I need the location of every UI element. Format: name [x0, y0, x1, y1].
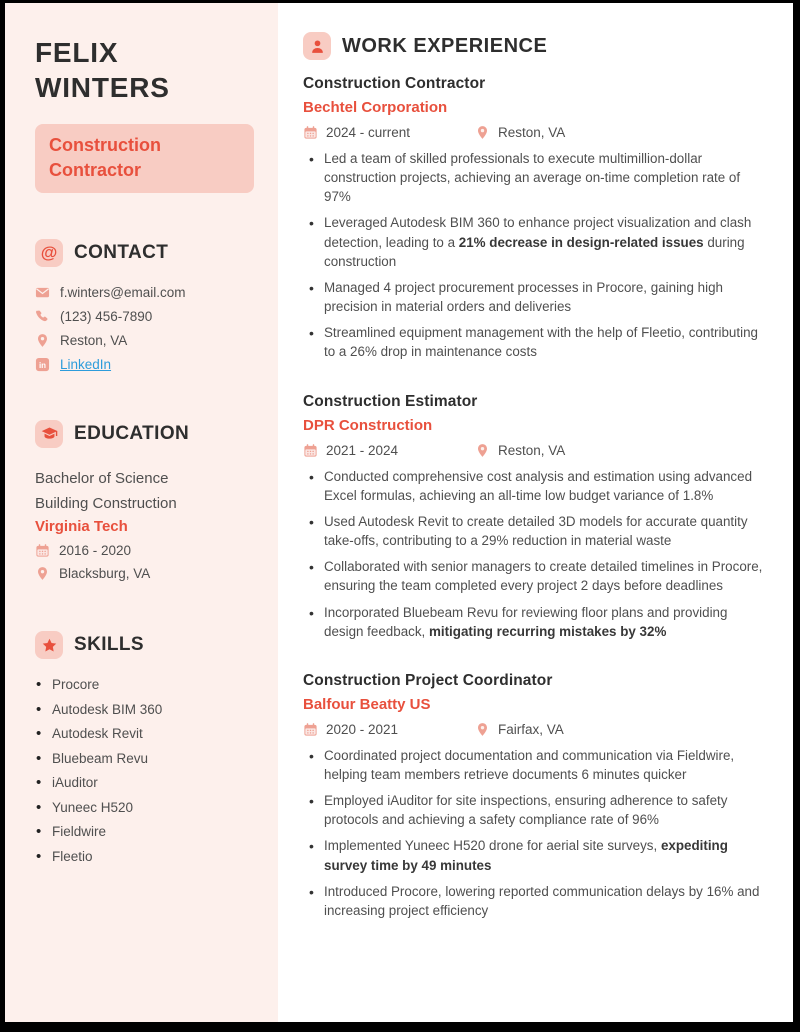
- sidebar: [5, 3, 278, 1022]
- contact-heading-label: CONTACT: [74, 241, 169, 263]
- job-bullet: • Conducted comprehensive cost analysis and estimation using advanced Excel formulas, achieving an all-time low budget variance of 1.8%: [303, 467, 765, 505]
- job-location-text: Reston, VA: [498, 125, 566, 140]
- job-bullet: • Managed 4 project procurement processes in Procore, gaining high precision in material orders and deliveries: [303, 278, 765, 316]
- jobs-container: [303, 75, 765, 920]
- job-entry: [303, 393, 765, 641]
- job-dates: [303, 722, 475, 737]
- title-badge: Construction Contractor: [35, 124, 254, 193]
- calendar-icon: [303, 722, 318, 737]
- skills-heading-label: SKILLS: [74, 634, 144, 655]
- job-title: Construction Estimator: [303, 392, 478, 410]
- location-pin-icon: [35, 566, 50, 581]
- graduation-cap-icon: [35, 420, 63, 448]
- job-company: Bechtel Corporation: [303, 99, 448, 116]
- job-title: Construction Contractor: [303, 75, 486, 92]
- job-location: [475, 443, 565, 458]
- job-bullet: • Led a team of skilled professionals to execute multimillion-dollar construction projects, achieving an average on-time completion rate of 97%: [303, 149, 765, 206]
- job-bullet: • Coordinated project documentation and communication via Fieldwire, helping team members retrieve documents 6 minutes quicker: [303, 746, 765, 784]
- candidate-name: FELIX WINTERS: [35, 37, 170, 104]
- job-dates: [303, 443, 475, 458]
- education-field: Building Construction: [35, 494, 177, 512]
- skills-section: [35, 631, 254, 864]
- education-dates: 2016 - 2020: [59, 543, 132, 558]
- skill-item: • Fieldwire: [35, 824, 254, 839]
- skills-heading: [35, 631, 254, 659]
- linkedin-icon: [35, 357, 50, 372]
- job-bullets: [303, 746, 765, 920]
- job-dates: [303, 125, 475, 140]
- contact-item: [35, 309, 254, 324]
- location-pin-icon: [475, 125, 490, 140]
- job-bullet: • Collaborated with senior managers to create detailed timelines in Procore, ensuring the team completed every project 2 days before deadlines: [303, 557, 765, 595]
- phone-icon: [35, 309, 50, 324]
- linkedin-link[interactable]: LinkedIn: [60, 356, 112, 372]
- contact-item: [35, 333, 254, 348]
- education-degree: Bachelor of Science: [35, 469, 169, 487]
- contact-item: [35, 285, 254, 300]
- contact-list: [35, 285, 254, 372]
- job-dates-text: 2020 - 2021: [326, 721, 399, 737]
- job-bullet: • Incorporated Bluebeam Revu for reviewing floor plans and providing design feedback, mitigating recurring mistakes by 32%: [303, 603, 765, 641]
- job-company: Balfour Beatty US: [303, 695, 431, 713]
- calendar-icon: [35, 543, 50, 558]
- location-pin-icon: [35, 333, 50, 348]
- job-bullet: • Employed iAuditor for site inspections, ensuring adherence to safety protocols and achieving a safety compliance rate of 96%: [303, 791, 765, 829]
- job-bullet: • Used Autodesk Revit to create detailed 3D models for accurate quantity take-offs, contributing to a 29% reduction in material waste: [303, 512, 765, 550]
- resume-page: [5, 3, 793, 1022]
- contact-text: f.winters@email.com: [60, 284, 186, 300]
- job-title: Construction Project Coordinator: [303, 671, 553, 689]
- work-experience-heading: [303, 32, 765, 60]
- skill-item: • Autodesk Revit: [35, 726, 254, 741]
- work-experience-heading-label: WORK EXPERIENCE: [342, 34, 548, 57]
- job-bullet: • Implemented Yuneec H520 drone for aerial site surveys, expediting survey time by 49 minutes: [303, 836, 765, 874]
- education-dates-row: [35, 543, 254, 558]
- job-bullet: • Streamlined equipment management with the help of Fleetio, contributing to a 26% drop in maintenance costs: [303, 323, 765, 361]
- education-location-row: [35, 566, 254, 581]
- job-bullets: [303, 467, 765, 641]
- job-bullet: • Leveraged Autodesk BIM 360 to enhance project visualization and clash detection, leading to a 21% decrease in design-related issues during construction: [303, 213, 765, 270]
- job-company: DPR Construction: [303, 416, 433, 434]
- job-location: [475, 125, 565, 140]
- job-bullets: [303, 149, 765, 362]
- education-heading-label: EDUCATION: [74, 422, 190, 444]
- job-bullet: • Introduced Procore, lowering reported communication delays by 16% and increasing project efficiency: [303, 882, 765, 920]
- skills-list: [35, 677, 254, 864]
- job-location: [475, 722, 564, 737]
- envelope-icon: [35, 285, 50, 300]
- contact-text: (123) 456-7890: [60, 308, 153, 324]
- skill-item: • iAuditor: [35, 775, 254, 790]
- job-dates-text: 2021 - 2024: [326, 442, 399, 458]
- contact-item: [35, 357, 254, 372]
- calendar-icon: [303, 443, 318, 458]
- job-meta: [303, 443, 765, 458]
- contact-heading: [35, 239, 254, 267]
- at-icon: @: [35, 239, 63, 267]
- job-meta: [303, 125, 765, 140]
- job-meta: [303, 722, 765, 737]
- location-pin-icon: [475, 443, 490, 458]
- work-experience-column: [278, 3, 793, 1022]
- skill-item: • Yuneec H520: [35, 800, 254, 815]
- calendar-icon: [303, 125, 318, 140]
- svg-text:in: in: [38, 360, 47, 370]
- education-school: Virginia Tech: [35, 518, 128, 535]
- person-icon: [303, 32, 331, 60]
- job-location-text: Reston, VA: [498, 442, 566, 458]
- education-heading: [35, 420, 254, 448]
- skill-item: • Procore: [35, 677, 254, 692]
- star-icon: [35, 631, 63, 659]
- contact-text: Reston, VA: [60, 332, 128, 348]
- education-section: [35, 420, 254, 581]
- job-entry: [303, 672, 765, 920]
- job-location-text: Fairfax, VA: [498, 721, 564, 737]
- job-entry: [303, 75, 765, 362]
- job-dates-text: 2024 - current: [326, 125, 411, 140]
- education-location: Blacksburg, VA: [59, 566, 151, 581]
- skill-item: • Autodesk BIM 360: [35, 702, 254, 717]
- contact-section: [35, 239, 254, 372]
- skill-item: • Bluebeam Revu: [35, 751, 254, 766]
- skill-item: • Fleetio: [35, 849, 254, 864]
- location-pin-icon: [475, 722, 490, 737]
